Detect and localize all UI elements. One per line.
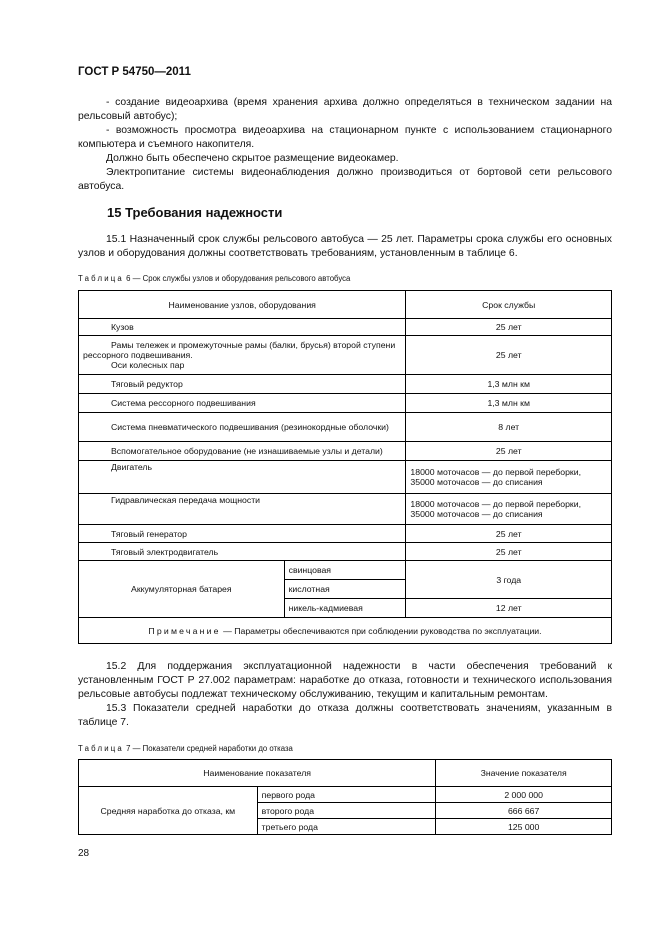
table-row <box>79 561 612 580</box>
intro-item-viewing: - возможность просмотра видеоархива на стационарном пункте с использованием стационарного компьютера и съемного накопителя. <box>78 125 612 151</box>
row-value: 8 лет <box>406 413 612 442</box>
indicator-value: 666 667 <box>436 803 612 819</box>
row-value: 25 лет <box>406 336 612 375</box>
table-row <box>79 394 612 413</box>
row-name-line1: Рамы тележек и промежуточные рамы (балки, брусья) второй ступени рессорного подвешивания. <box>83 340 396 360</box>
row-name: Двигатель <box>79 461 406 494</box>
table-row <box>79 543 612 561</box>
row-name: Кузов <box>79 319 406 336</box>
row-name: Тяговый генератор <box>79 525 406 543</box>
intro-power-supply: Электропитание системы видеонаблюдения должно производиться от бортовой сети рельсового автобуса. <box>78 167 612 193</box>
intro-hidden-cameras: Должно быть обеспечено скрытое размещение видеокамер. <box>106 153 399 164</box>
table6-header-term: Срок службы <box>406 291 612 319</box>
table6-caption-text: 6 — Срок службы узлов и оборудования рельсового автобуса <box>126 274 351 283</box>
intro-item-archive: - создание видеоархива (время хранения архива должно определяться в техническом задании на рельсовый автобус); <box>78 97 612 123</box>
row-value <box>406 461 612 494</box>
row-value-line1: 18000 моточасов — до первой переборки, <box>410 467 581 477</box>
failure-kind: третьего рода <box>257 819 436 835</box>
row-value: 1,3 млн км <box>406 375 612 394</box>
table7-header-name: Наименование показателя <box>79 760 436 787</box>
paragraph-15-2: 15.2 Для поддержания эксплуатационной надежности в части обеспечения требований к установленным ГОСТ Р 27.002 параметрам: наработке до отказа, готовности и технического использования рельсовые автобусы подлежат техническому обслуживанию, текущим и капитальным ремонтам. <box>78 661 612 701</box>
table-row <box>79 525 612 543</box>
page-number: 28 <box>78 848 90 859</box>
row-name: Гидравлическая передача мощности <box>79 494 406 525</box>
table6-header-name: Наименование узлов, оборудования <box>79 291 406 319</box>
row-name-line2: Оси колесных пар <box>111 360 185 370</box>
indicator-value: 2 000 000 <box>436 787 612 803</box>
indicator-name: Средняя наработка до отказа, км <box>79 787 258 835</box>
table-note-row <box>79 618 612 644</box>
table-row <box>79 461 612 494</box>
row-name: Тяговый редуктор <box>79 375 406 394</box>
table7-caption <box>78 744 293 753</box>
table7-header-value: Значение показателя <box>436 760 612 787</box>
table7-caption-text: 7 — Показатели средней наработки до отказа <box>126 744 293 753</box>
table-6 <box>78 290 612 644</box>
row-name: Система рессорного подвешивания <box>79 394 406 413</box>
row-name: Вспомогательное оборудование (не изнашиваемые узлы и детали) <box>79 442 406 461</box>
table6-note <box>79 618 612 644</box>
table-row <box>79 336 612 375</box>
note-text: — Параметры обеспечиваются при соблюдении руководства по эксплуатации. <box>223 625 542 636</box>
row-value: 25 лет <box>406 543 612 561</box>
row-value: 25 лет <box>406 525 612 543</box>
table-row <box>79 494 612 525</box>
indicator-value: 125 000 <box>436 819 612 835</box>
table-7 <box>78 759 612 835</box>
table-row <box>79 442 612 461</box>
battery-type: кислотная <box>284 580 406 599</box>
section-title: 15 Требования надежности <box>107 205 283 220</box>
table-row <box>79 787 612 803</box>
battery-type: никель-кадмиевая <box>284 599 406 618</box>
battery-value: 12 лет <box>406 599 612 618</box>
row-name: Система пневматического подвешивания (резинокордные оболочки) <box>79 413 406 442</box>
row-name <box>79 336 406 375</box>
row-value: 1,3 млн км <box>406 394 612 413</box>
battery-value: 3 года <box>406 561 612 599</box>
row-value-line1: 18000 моточасов — до первой переборки, <box>410 499 581 509</box>
table7-caption-word: Таблица <box>78 744 124 753</box>
battery-name: Аккумуляторная батарея <box>79 561 285 618</box>
doc-header: ГОСТ Р 54750—2011 <box>78 66 191 78</box>
table-row <box>79 375 612 394</box>
table-row <box>79 413 612 442</box>
row-value: 25 лет <box>406 319 612 336</box>
row-value <box>406 494 612 525</box>
paragraph-15-3: 15.3 Показатели средней наработки до отказа должны соответствовать значениям, указанным в таблице 7. <box>78 703 612 729</box>
row-value: 25 лет <box>406 442 612 461</box>
table6-caption-word: Таблица <box>78 274 124 283</box>
table6-caption <box>78 274 350 283</box>
paragraph-15-1: 15.1 Назначенный срок службы рельсового автобуса — 25 лет. Параметры срока службы его основных узлов и оборудования должны соответствовать требованиям, установленным в таблице 6. <box>78 234 612 260</box>
note-word: Примечание <box>148 625 221 636</box>
failure-kind: второго рода <box>257 803 436 819</box>
table-row <box>79 319 612 336</box>
row-value-line2: 35000 моточасов — до списания <box>410 477 543 487</box>
row-value-line2: 35000 моточасов — до списания <box>410 509 543 519</box>
row-name: Тяговый электродвигатель <box>79 543 406 561</box>
failure-kind: первого рода <box>257 787 436 803</box>
battery-type: свинцовая <box>284 561 406 580</box>
